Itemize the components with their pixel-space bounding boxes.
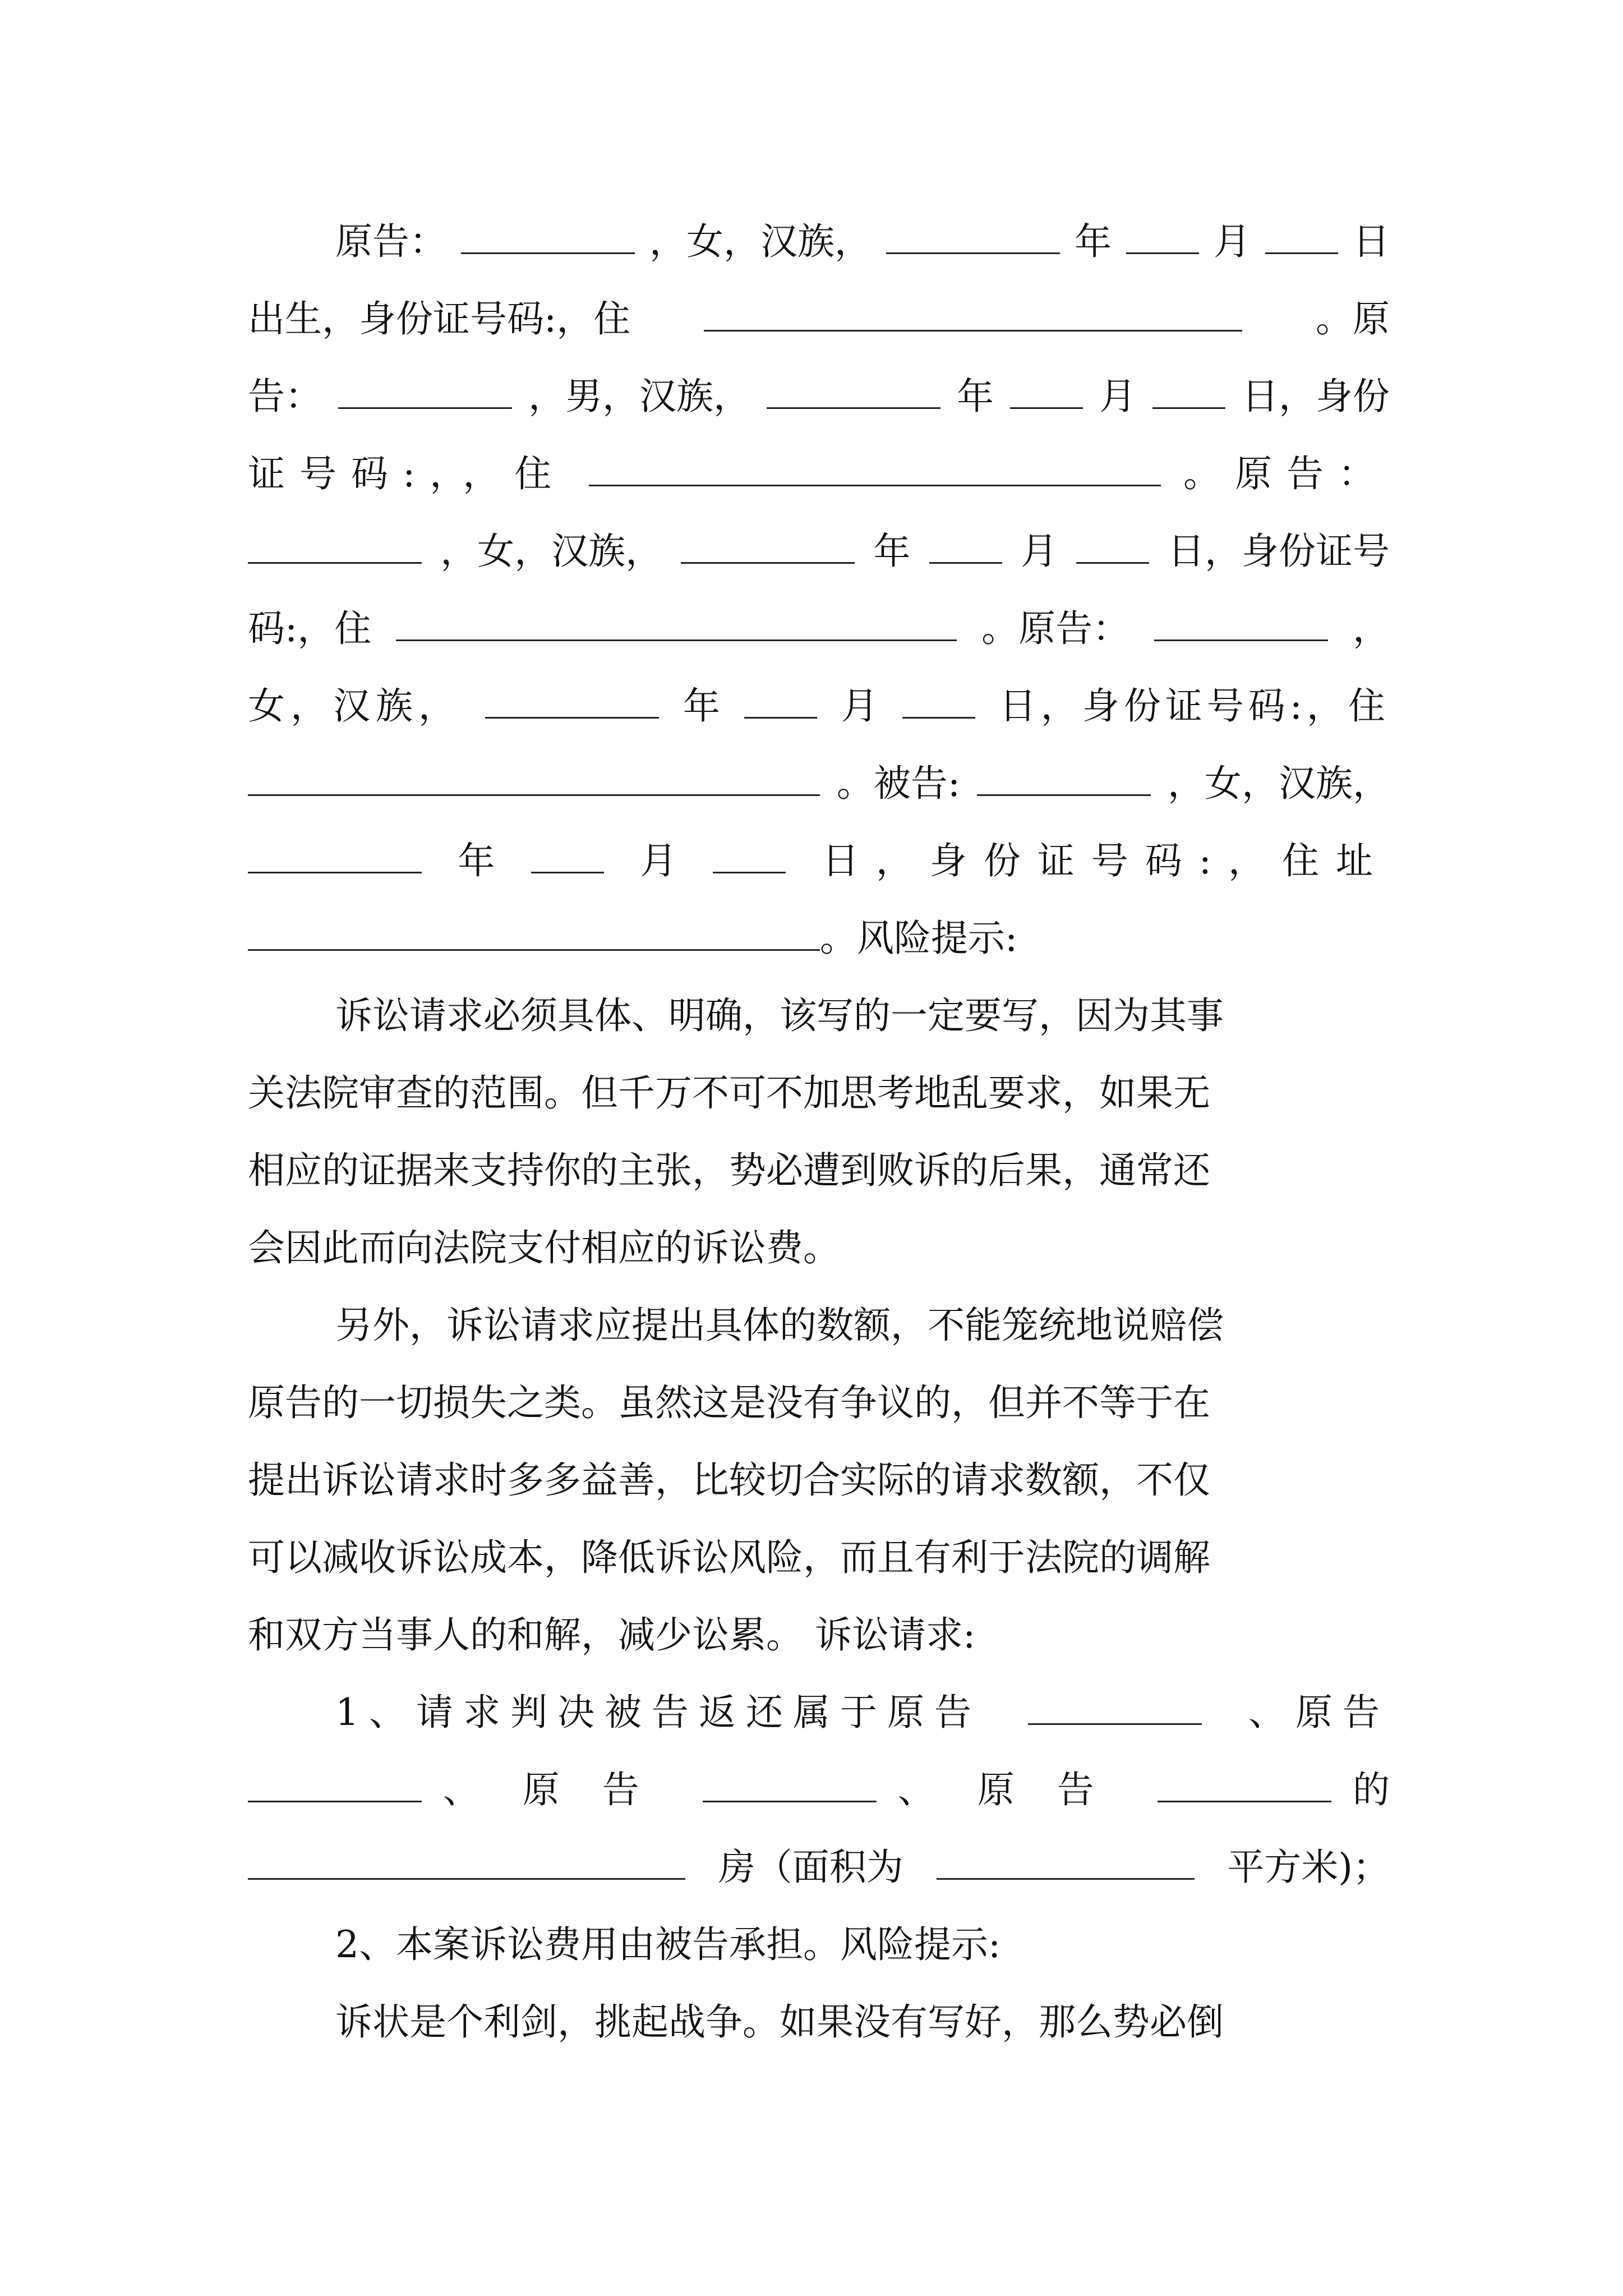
day-blank <box>713 838 786 873</box>
party-line-2 <box>248 280 1390 358</box>
text: 日，身份证号 <box>1167 530 1390 573</box>
day-blank <box>1076 528 1149 564</box>
closing-line: 诉状是个利剑，挑起战争。如果没有写好，那么势必倒 <box>335 2000 1224 2044</box>
text: 。原 <box>1316 297 1390 341</box>
document-body <box>248 203 1390 2061</box>
text: 的 <box>1352 1768 1390 1811</box>
address-blank <box>248 915 820 951</box>
text: 房（面积为 <box>718 1846 903 1889</box>
name-blank <box>1154 606 1328 641</box>
text: 日，身份证号码:，住 <box>999 684 1390 728</box>
plaintiff-blank <box>1158 1767 1331 1802</box>
year-blank <box>886 219 1060 254</box>
property-blank <box>248 1844 685 1880</box>
risk-note-line: 会因此而向法院支付相应的诉讼费。 <box>248 1226 840 1269</box>
year-blank <box>681 528 855 564</box>
risk-note-line: 提出诉讼请求时多多益善，比较切合实际的请求数额，不仅 <box>248 1458 1210 1502</box>
text: 日，身份 <box>1242 375 1390 418</box>
text: 。风险提示: <box>820 917 1018 960</box>
text: 原告： <box>335 220 446 263</box>
party-line-3 <box>248 358 1390 435</box>
text: 出生，身份证号码:，住 <box>248 297 631 341</box>
party-line-8 <box>248 745 1390 822</box>
month-blank <box>929 528 1002 564</box>
text: 月 <box>1020 530 1058 573</box>
address-blank <box>589 451 1161 486</box>
party-line-4 <box>248 435 1390 513</box>
party-line-9 <box>248 822 1390 900</box>
risk-note-line: 关法院审查的范围。但千万不可不加思考地乱要求，如果无 <box>248 1071 1210 1115</box>
text: 年 <box>957 375 994 418</box>
year-blank <box>767 374 940 409</box>
text: 平方米)； <box>1227 1846 1390 1889</box>
text: 年 <box>873 530 911 573</box>
text: 告： <box>248 375 322 418</box>
text: 女，汉族， <box>248 684 461 728</box>
text: 年 <box>1075 220 1112 263</box>
text: 证号码:，，住 <box>248 452 566 495</box>
month-blank <box>1010 374 1083 409</box>
risk-note-line: 相应的证据来支持你的主张，势必遭到败诉的后果，通常还 <box>248 1149 1210 1192</box>
party-line-7 <box>248 668 1390 745</box>
text: 码:，住 <box>248 607 372 650</box>
year-blank <box>248 838 422 873</box>
day-blank <box>1152 374 1225 409</box>
plaintiff-blank <box>703 1767 877 1802</box>
year-blank <box>485 683 659 719</box>
text: 月 <box>1214 220 1251 263</box>
month-blank <box>531 838 604 873</box>
party-line-6 <box>248 590 1390 668</box>
area-blank <box>937 1844 1195 1880</box>
claim-line-2 <box>248 1751 1390 1829</box>
name-blank <box>248 528 422 564</box>
name-blank <box>977 761 1151 796</box>
name-blank <box>461 219 635 254</box>
claim-line-1 <box>248 1674 1390 1751</box>
address-blank <box>704 296 1242 332</box>
text: ，女，汉族， <box>440 530 663 573</box>
month-blank <box>744 683 817 719</box>
claim-line-3 <box>248 1829 1390 1906</box>
address-blank <box>396 606 957 641</box>
name-blank <box>338 374 512 409</box>
text: ，女，汉族， <box>1167 762 1390 805</box>
risk-note-line: 和双方当事人的和解，减少讼累。 诉讼请求: <box>248 1613 976 1657</box>
text: 、原告 <box>897 1768 1137 1811</box>
month-blank <box>1126 219 1199 254</box>
party-line-10 <box>248 900 1390 977</box>
text: 年 <box>683 684 720 728</box>
plaintiff-blank <box>1028 1690 1202 1725</box>
text: 年 <box>458 839 495 882</box>
text: 日，身份证号码:，住址 <box>822 839 1390 882</box>
text: 。原告： <box>1183 452 1390 495</box>
day-blank <box>1265 219 1338 254</box>
text: ，女，汉族， <box>649 220 872 263</box>
text: 1、请求判决被告返还属于原告 <box>335 1691 981 1734</box>
risk-note-line: 另外，诉讼请求应提出具体的数额，不能笼统地说赔偿 <box>335 1304 1224 1347</box>
plaintiff-blank <box>248 1767 422 1802</box>
party-line-1 <box>248 203 1390 280</box>
text: ， <box>1353 607 1390 650</box>
risk-note-line: 诉讼请求必须具体、明确，该写的一定要写，因为其事 <box>335 994 1224 1037</box>
text: 月 <box>1099 375 1136 418</box>
risk-note-line: 原告的一切损失之类。虽然这是没有争议的，但并不等于在 <box>248 1381 1210 1424</box>
text: 、原告 <box>1248 1691 1390 1734</box>
text: ，男，汉族， <box>528 375 750 418</box>
text: 月 <box>841 684 878 728</box>
text: 、原告 <box>442 1768 682 1811</box>
claim-item-2: 2、本案诉讼费用由被告承担。风险提示: <box>335 1923 1001 1966</box>
text: 。原告： <box>981 607 1130 650</box>
text: 月 <box>640 839 677 882</box>
text: 日 <box>1353 220 1390 263</box>
party-line-5 <box>248 513 1390 590</box>
day-blank <box>902 683 975 719</box>
address-blank <box>248 761 820 796</box>
text: 。被告: <box>836 762 961 805</box>
risk-note-line: 可以减收诉讼成本，降低诉讼风险，而且有利于法院的调解 <box>248 1536 1210 1579</box>
